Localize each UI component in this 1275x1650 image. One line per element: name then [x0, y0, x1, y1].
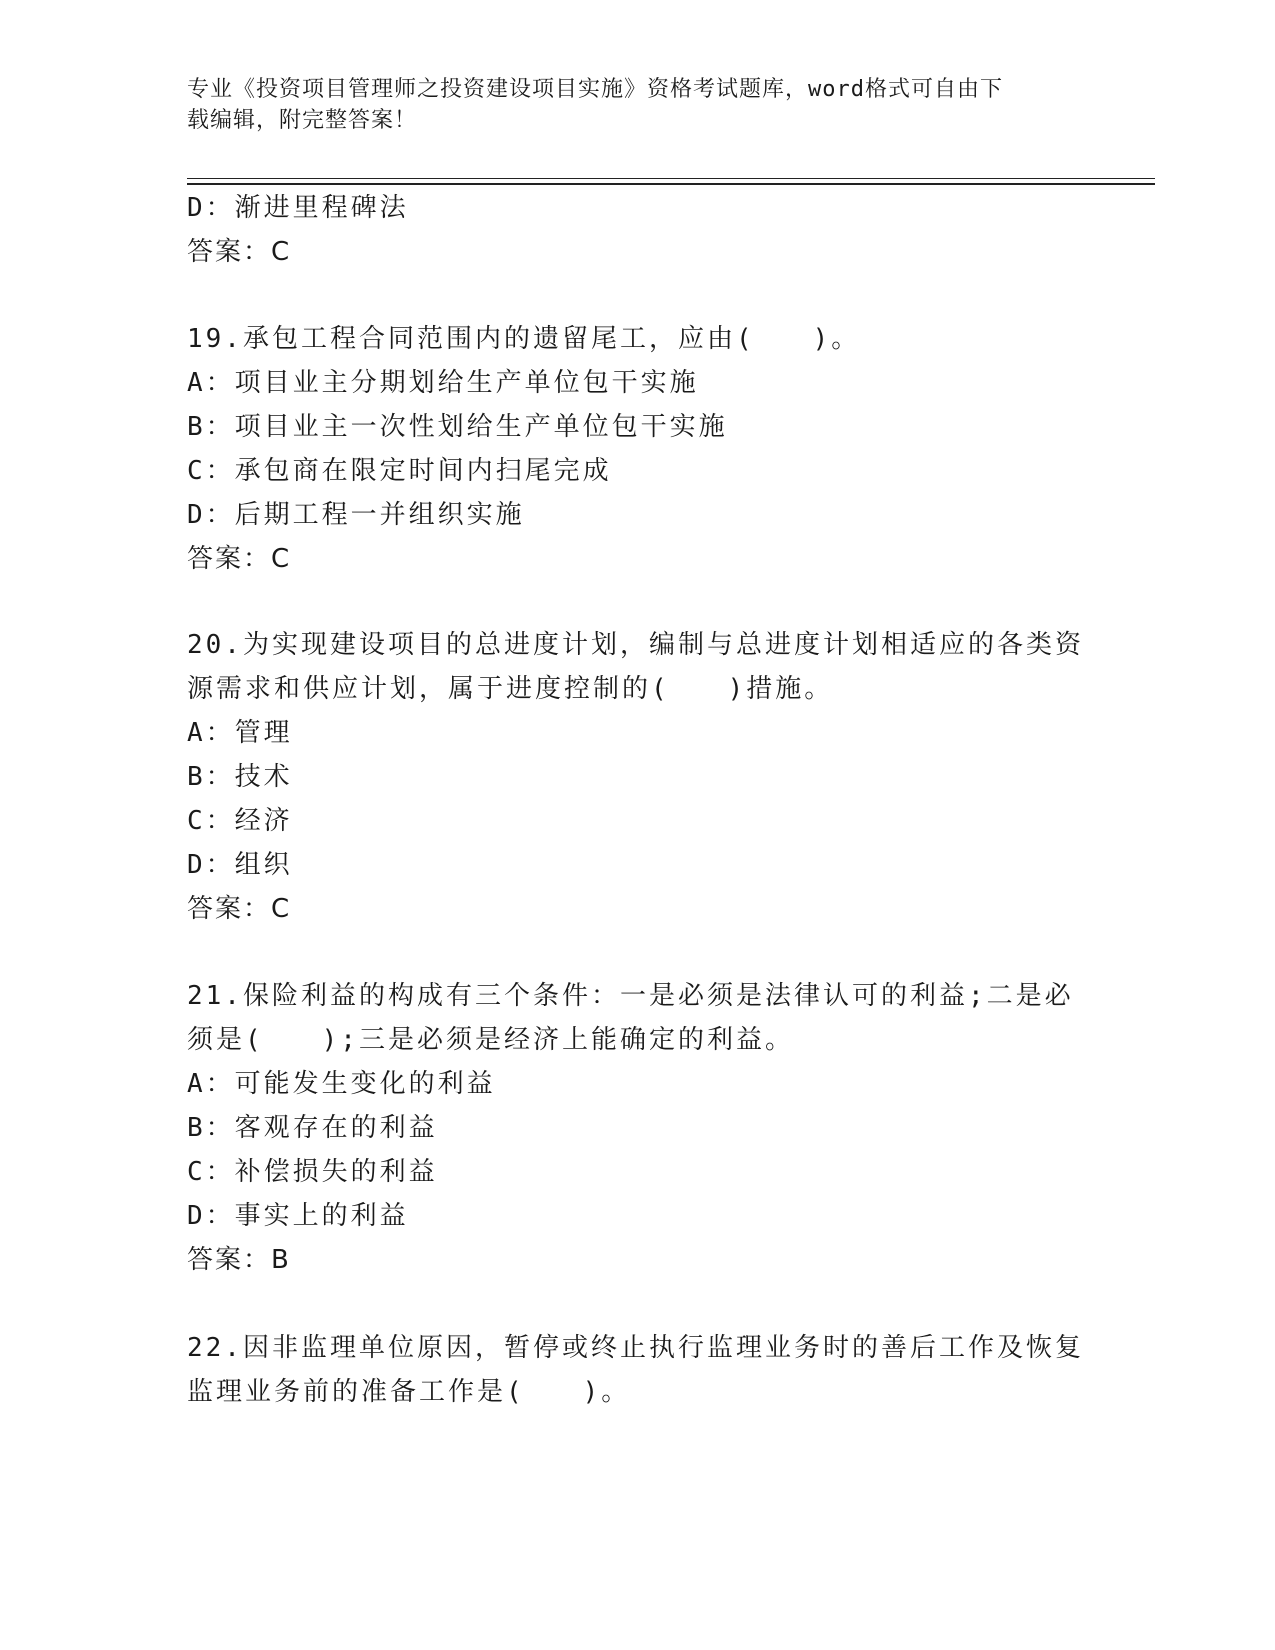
q20-option-d: D：组织 — [187, 850, 293, 880]
header-rule-thin — [187, 178, 1155, 179]
q21-stem-line-1: 21.保险利益的构成有三个条件：一是必须是法律认可的利益;二是必 — [187, 981, 1074, 1011]
q20-option-c: C：经济 — [187, 806, 293, 836]
q19-option-c: C：承包商在限定时间内扫尾完成 — [187, 456, 612, 486]
q20-option-b: B：技术 — [187, 762, 293, 792]
q21-option-c: C：补偿损失的利益 — [187, 1157, 438, 1187]
q21-option-d: D：事实上的利益 — [187, 1201, 409, 1231]
q20-stem-line-2: 源需求和供应计划，属于进度控制的( )措施。 — [187, 674, 834, 704]
q20-stem-line-1: 20.为实现建设项目的总进度计划，编制与总进度计划相适应的各类资 — [187, 630, 1084, 660]
q19-stem: 19.承包工程合同范围内的遗留尾工，应由( )。 — [187, 324, 861, 354]
q18-option-d: D：渐进里程碑法 — [187, 193, 409, 223]
q21-stem-line-2: 须是( );三是必须是经济上能确定的利益。 — [187, 1025, 794, 1055]
q21-option-a: A：可能发生变化的利益 — [187, 1069, 496, 1099]
q19-answer: 答案：C — [187, 544, 292, 574]
q20-answer: 答案：C — [187, 894, 292, 924]
page-header — [187, 74, 1087, 136]
q19-option-b: B：项目业主一次性划给生产单位包干实施 — [187, 412, 728, 442]
header-line-1: 专业《投资项目管理师之投资建设项目实施》资格考试题库，word格式可自由下 — [187, 77, 1003, 102]
q21-answer: 答案：B — [187, 1245, 291, 1275]
header-rule-thick — [187, 183, 1155, 185]
q22-stem-line-1: 22.因非监理单位原因，暂停或终止执行监理业务时的善后工作及恢复 — [187, 1333, 1084, 1363]
q19-option-a: A：项目业主分期划给生产单位包干实施 — [187, 368, 699, 398]
q21-option-b: B：客观存在的利益 — [187, 1113, 438, 1143]
q20-option-a: A：管理 — [187, 718, 293, 748]
q22-stem-line-2: 监理业务前的准备工作是( )。 — [187, 1377, 631, 1407]
header-line-2: 载编辑，附完整答案！ — [187, 108, 418, 133]
q18-answer: 答案：C — [187, 237, 292, 267]
q19-option-d: D：后期工程一并组织实施 — [187, 500, 525, 530]
